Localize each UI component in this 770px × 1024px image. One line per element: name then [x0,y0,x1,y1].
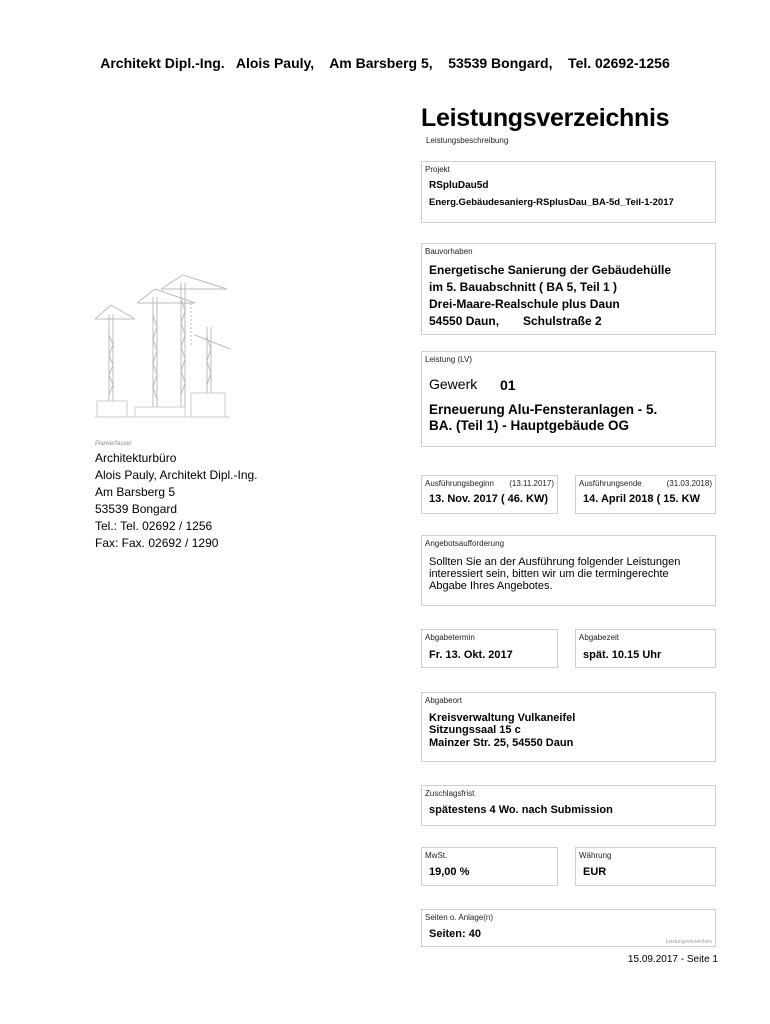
leistung-desc-line1: Erneuerung Alu-Fensteranlagen - 5. [429,402,658,417]
document-subtitle: Leistungsbeschreibung [426,136,509,145]
abgabeort-line1: Kreisverwaltung Vulkaneifel [429,712,576,724]
ausfuehrungsbeginn-label: Ausführungsbeginn [425,479,494,488]
projekt-box [421,161,716,223]
leistung-box [421,351,716,447]
angebot-line2: interessiert sein, bitten wir um die termingerechte [429,568,669,580]
leistung-label: Leistung (LV) [425,355,472,364]
abgabezeit-label: Abgabezeit [579,633,620,642]
angebot-line1: Sollten Sie an der Ausführung folgender Leistungen [429,556,681,568]
angebot-line3: Abgabe Ihres Angebotes. [429,580,553,592]
mwst-label: MwSt. [425,851,448,860]
zuschlagsfrist-label: Zuschlagsfrist [425,789,475,798]
ausfuehrungsende-date: (31.03.2018) [666,479,712,488]
office-street: Am Barsberg 5 [95,485,176,499]
office-phone: Tel.: Tel. 02692 / 1256 [95,519,213,533]
waehrung-box [575,847,716,886]
seiten-footnote: Leistungsverzeichnis [665,939,712,945]
mwst-value: 19,00 % [429,866,470,878]
ausfuehrungsende-value: 14. April 2018 ( 15. KW [583,493,700,505]
projekt-label: Projekt [425,165,450,174]
bauvorhaben-line2: im 5. Bauabschnitt ( BA 5, Teil 1 ) [429,280,618,294]
abgabezeit-box [575,629,716,668]
waehrung-value: EUR [583,866,607,878]
projekt-code: RSpluDau5d [429,180,489,191]
image-caption: Planverfasser [95,441,132,447]
abgabetermin-label: Abgabetermin [425,633,475,642]
ausfuehrungsende-box [575,475,716,514]
mwst-box [421,847,558,886]
gewerk-label: Gewerk [429,376,478,392]
abgabeort-line2: Sitzungssaal 15 c [429,724,521,736]
angebotsaufforderung-box [421,535,716,606]
projekt-name: Energ.Gebäudesanierg-RSplusDau_BA-5d_Teil-1-2017 [429,197,674,208]
angebot-label: Angebotsaufforderung [425,539,505,548]
bauvorhaben-line3: Drei-Maare-Realschule plus Daun [429,297,620,311]
bauvorhaben-city: 54550 Daun, [429,314,500,328]
bauvorhaben-box [421,243,716,335]
letterhead: Architekt Dipl.-Ing. Alois Pauly, Am Barsberg 5, 53539 Bongard, Tel. 02692-1256 [100,55,670,71]
abgabeort-line3: Mainzer Str. 25, 54550 Daun [429,737,574,749]
waehrung-label: Währung [579,851,612,860]
office-name: Architekturbüro [95,451,177,465]
seiten-value: Seiten: 40 [429,928,481,940]
ausfuehrungsbeginn-date: (13.11.2017) [509,479,554,488]
zuschlagsfrist-value: spätestens 4 Wo. nach Submission [429,804,613,816]
bauvorhaben-line1: Energetische Sanierung der Gebäudehülle [429,263,672,277]
crane-illustration [95,275,230,443]
office-architect: Alois Pauly, Architekt Dipl.-Ing. [95,468,258,482]
document-title: Leistungsverzeichnis [421,104,670,132]
seiten-label: Seiten o. Anlage(n) [425,913,494,922]
abgabetermin-box [421,629,558,668]
seiten-box [421,909,716,947]
page-footer: 15.09.2017 - Seite 1 [627,954,718,965]
office-city: 53539 Bongard [95,502,178,516]
abgabetermin-value: Fr. 13. Okt. 2017 [429,649,513,661]
abgabeort-box [421,692,716,762]
leistung-desc-line2: BA. (Teil 1) - Hauptgebäude OG [429,418,630,433]
ausfuehrungsbeginn-box [421,475,558,514]
office-fax: Fax: Fax. 02692 / 1290 [95,536,219,550]
ausfuehrungsende-label: Ausführungsende [579,479,642,488]
abgabezeit-value: spät. 10.15 Uhr [583,649,662,661]
zuschlagsfrist-box [421,785,716,826]
bauvorhaben-label: Bauvorhaben [425,247,473,256]
abgabeort-label: Abgabeort [425,696,462,705]
gewerk-number: 01 [500,377,516,393]
bauvorhaben-street: Schulstraße 2 [523,314,602,328]
ausfuehrungsbeginn-value: 13. Nov. 2017 ( 46. KW) [429,493,549,505]
